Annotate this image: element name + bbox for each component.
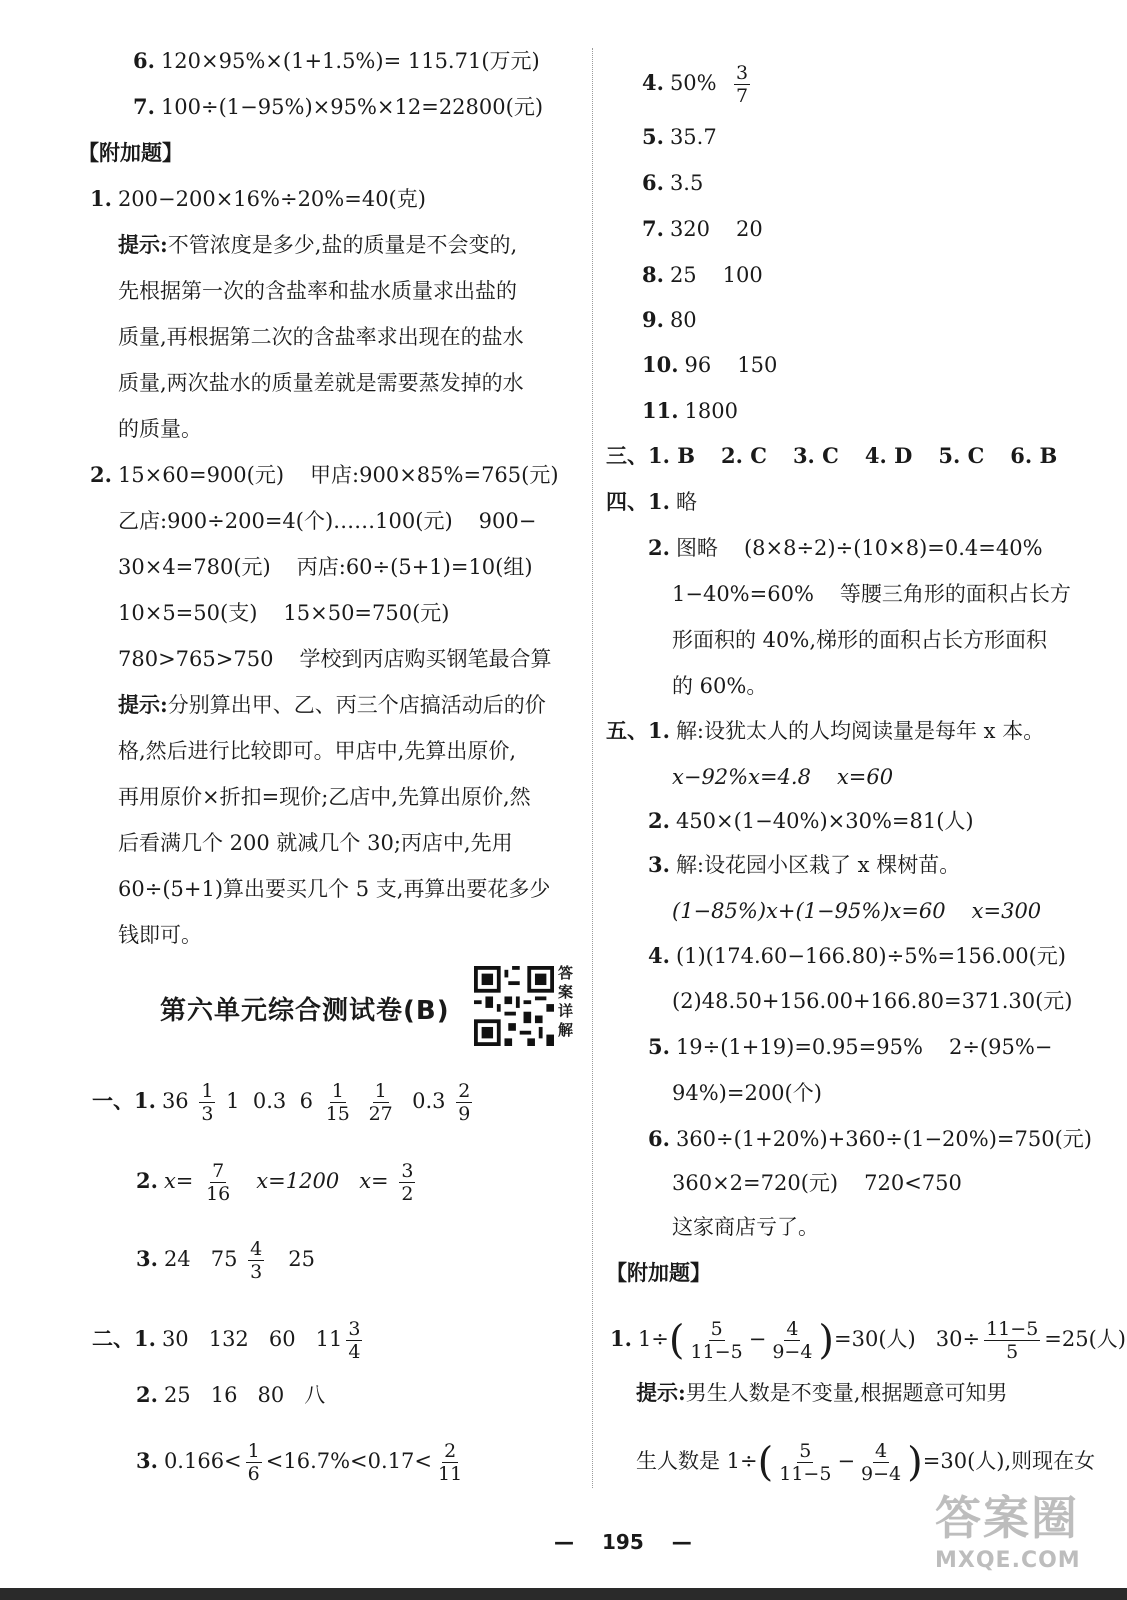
answer-line: 6. 3.5	[642, 170, 704, 195]
answer-line: 10. 96 150	[642, 352, 778, 377]
hint-line: 60÷(5+1)算出要买几个 5 支,再算出要花多少	[118, 877, 551, 901]
answer-line: (2)48.50+156.00+166.80=371.30(元)	[672, 989, 1073, 1013]
answer-line: 4. (1)(174.60−166.80)÷5%=156.00(元)	[648, 943, 1066, 968]
answer-line: 7. 100÷(1−95%)×95%×12=22800(元)	[133, 94, 544, 119]
answer-line: 一、1. 36 $\frac{1}{3}$ 1 0.3 6 $\frac{1}{15}$ $\frac{1}{27}$ 0.3 $\frac{2}{9}$	[92, 1080, 471, 1125]
qr-code-icon[interactable]	[474, 966, 554, 1046]
answer-line: 5. 35.7	[642, 124, 717, 149]
column-divider	[592, 48, 593, 1488]
fraction: $\frac{4}{3}$	[250, 1238, 263, 1283]
answer-line: (1−85%)x+(1−95%)x=60 x=300	[672, 899, 1042, 923]
answer-line: 5. 19÷(1+19)=0.95=95% 2÷(95%−	[648, 1034, 1053, 1059]
page-number: — 195 —	[554, 1530, 692, 1554]
fraction: $\frac{7}{16}$	[206, 1160, 231, 1205]
answer-line: 10×5=50(支) 15×50=750(元)	[118, 601, 450, 625]
fraction: $\frac{1}{3}$	[201, 1080, 214, 1125]
section-title: 第六单元综合测试卷(B)	[160, 996, 450, 1026]
answer-line: 4. 50% $\frac{3}{7}$	[642, 62, 749, 107]
answer-line: 四、1. 略	[606, 489, 697, 514]
answer-line: 3. 0.166< $\frac{1}{6}$ <16.7%<0.17< $\frac{2}{11}$	[136, 1440, 463, 1485]
answer-line: 3. 24 75 $\frac{4}{3}$ 25	[136, 1238, 315, 1283]
hint-line: 质量,再根据第二次的含盐率求出现在的盐水	[118, 325, 524, 349]
answer-line: x−92%x=4.8 x=60	[672, 765, 894, 789]
hint-line: 提示:男生人数是不变量,根据题意可知男	[636, 1380, 1008, 1405]
hint-line: 先根据第一次的含盐率和盐水质量求出盐的	[118, 279, 517, 303]
fraction: $\frac{1}{6}$	[247, 1440, 260, 1485]
answer-line: 五、1. 解:设犹太人的人均阅读量是每年 x 本。	[606, 718, 1045, 743]
hint-line: 提示:不管浓度是多少,盐的质量是不会变的,	[118, 232, 518, 257]
hint-line: 质量,两次盐水的质量差就是需要蒸发掉的水	[118, 371, 524, 395]
hint-line: 的质量。	[118, 417, 202, 441]
fraction: $\frac{1}{27}$	[368, 1080, 393, 1125]
answer-line: 形面积的 40%,梯形的面积占长方形面积	[672, 628, 1048, 652]
answer-line: 6. 120×95%×(1+1.5%)= 115.71(万元)	[133, 48, 540, 73]
bonus-header: 【附加题】	[606, 1260, 711, 1285]
answer-line: 9. 80	[642, 307, 697, 332]
fraction: $\frac{1}{15}$	[325, 1080, 350, 1125]
answer-line: 780>765>750 学校到丙店购买钢笔最合算	[118, 647, 552, 671]
answer-line: 30×4=780(元) 丙店:60÷(5+1)=10(组)	[118, 555, 533, 579]
answer-line: 2. 25 16 80 八	[136, 1382, 326, 1407]
answer-line: 2. 15×60=900(元) 甲店:900×85%=765(元)	[90, 462, 559, 487]
fraction: $\frac{3}{4}$	[348, 1318, 361, 1363]
answer-line: 1. 1÷( $\frac{5}{11-5}$ − $\frac{4}{9-4}$ )=30(人) 30÷ $\frac{11-5}{5}$ =25(人)	[610, 1317, 1126, 1364]
watermark-logo: 答案圈 MXQE.COM	[935, 1491, 1081, 1573]
fraction: $\frac{5}{11-5}$	[690, 1318, 743, 1363]
hint-line: 后看满几个 200 就减几个 30;丙店中,先用	[118, 831, 513, 855]
answer-line: 二、1. 30 132 60 11 $\frac{3}{4}$	[92, 1318, 361, 1363]
fraction: $\frac{3}{2}$	[401, 1160, 414, 1205]
hint-line: 格,然后进行比较即可。甲店中,先算出原价,	[118, 739, 517, 763]
answer-line: 三、1. B 2. C 3. C 4. D 5. C 6. B	[606, 443, 1058, 468]
qr-label: 答案详解	[558, 964, 574, 1039]
answer-line: 1−40%=60% 等腰三角形的面积占长方	[672, 582, 1071, 606]
hint-line: 钱即可。	[118, 923, 202, 947]
fraction: $\frac{4}{9-4}$	[772, 1318, 813, 1363]
answer-line: 2. 图略 (8×8÷2)÷(10×8)=0.4=40%	[648, 535, 1043, 560]
fraction: $\frac{5}{11-5}$	[779, 1440, 832, 1485]
answer-line: 8. 25 100	[642, 262, 763, 287]
answer-line: 乙店:900÷200=4(个)……100(元) 900−	[118, 509, 537, 533]
hint-line: 提示:分别算出甲、乙、丙三个店搞活动后的价	[118, 692, 546, 717]
answer-line: 11. 1800	[642, 398, 738, 423]
answer-line: 2. 450×(1−40%)×30%=81(人)	[648, 808, 974, 833]
hint-line: 再用原价×折扣=现价;乙店中,先算出原价,然	[118, 785, 531, 809]
hint-line: 生人数是 1÷( $\frac{5}{11-5}$ − $\frac{4}{9-4}$ )=30(人),则现在女	[636, 1439, 1096, 1486]
answer-line: 360×2=720(元) 720<750	[672, 1171, 962, 1195]
answer-line: 2. x= $\frac{7}{16}$ x=1200 x= $\frac{3}{2}$	[136, 1160, 414, 1205]
answer-line: 3. 解:设花园小区栽了 x 棵树苗。	[648, 852, 961, 877]
answer-line: 7. 320 20	[642, 216, 763, 241]
fraction: $\frac{2}{9}$	[458, 1080, 471, 1125]
fraction: $\frac{3}{7}$	[735, 62, 749, 107]
answer-line: 这家商店亏了。	[672, 1215, 819, 1239]
fraction: $\frac{11-5}{5}$	[986, 1318, 1039, 1363]
fraction: $\frac{2}{11}$	[438, 1440, 463, 1485]
bottom-bar	[0, 1588, 1127, 1600]
answer-line: 的 60%。	[672, 674, 768, 698]
answer-line: 6. 360÷(1+20%)+360÷(1−20%)=750(元)	[648, 1126, 1092, 1151]
answer-line: 94%)=200(个)	[672, 1081, 822, 1105]
answer-line: 1. 200−200×16%÷20%=40(克)	[90, 186, 426, 211]
bonus-header: 【附加题】	[78, 140, 183, 165]
fraction: $\frac{4}{9-4}$	[861, 1440, 902, 1485]
